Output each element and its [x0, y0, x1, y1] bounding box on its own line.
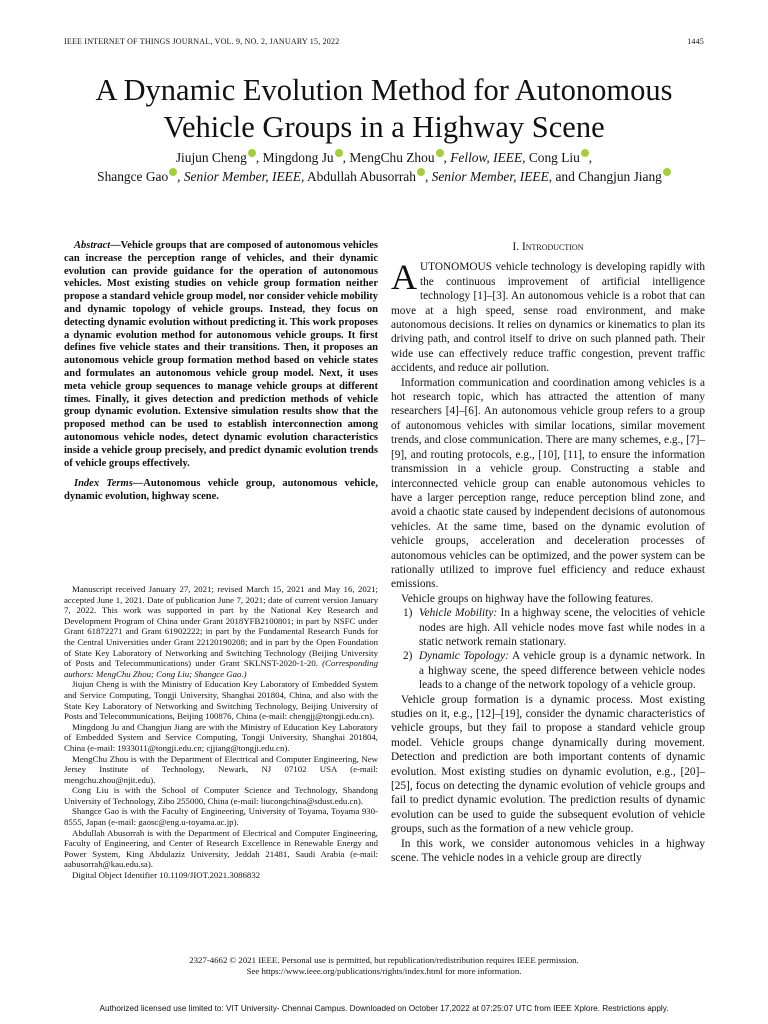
drop-cap: A	[391, 257, 417, 298]
index-terms	[64, 478, 378, 504]
journal-info: IEEE INTERNET OF THINGS JOURNAL, VOL. 9, NO. 2, JANUARY 15, 2022	[64, 37, 340, 46]
author-list	[40, 148, 728, 186]
left-column	[64, 240, 378, 504]
download-notice: Authorized licensed use limited to: VIT University- Chennai Campus. Downloaded on October 17,2022 at 07:25:07 UTC from IEEE Xplore. Restrictions apply.	[99, 1004, 669, 1013]
intro-paragraph: Information communication and coordination among vehicles is a hot research topic, which has attracted the attention of many researchers [4]–[6]. An autonomous vehicle group refers to a group of autonomous vehicles with similar locations, similar movement trends, and close communication. There are many schemes, e.g., [7]–[9], and routing protocols, e.g., [10], [11], to ensure the information transmission in a vehicle group. Constructing a stable and interconnected vehicle group can enable autonomous vehicles to have a larger perception range, reduce perception blind zone, and avoid a chaotic state caused by independent decisions of autonomous vehicles. At the same time, based on the dynamic evolution of vehicle groups, acceleration and deceleration processes of autonomous vehicles can be optimized, and the power system can be rationally utilized to improve fuel efficiency and reduce exhaust emissions.	[391, 376, 705, 591]
index-terms-label: Index Terms	[74, 478, 133, 490]
author-membership: Senior Member, IEEE	[183, 169, 301, 184]
footnote-affiliation: Mingdong Ju and Changjun Jiang are with the Ministry of Education Key Laboratory of Embedded System and Service Computing, Tongji University, Shanghai 201804, China (e-mail: 1933011@tongji.edu.cn; cjjiang@tongji.edu.cn).	[64, 721, 378, 753]
page-number: 1445	[687, 37, 704, 46]
author-line-2: Shangce Gao , Senior Member, IEEE, Abdullah Abusorrah , Senior Member, IEEE, and Changjun Jiang	[40, 167, 728, 186]
list-item: 1) Vehicle Mobility: In a highway scene, the velocities of vehicle nodes are high. All vehicle nodes move fast while nodes in a static network remain stationary.	[403, 607, 706, 648]
right-column	[391, 240, 705, 865]
author-name: Mingdong Ju	[262, 150, 334, 165]
author-name: Jiujun Cheng	[175, 150, 247, 165]
author-name: Changjun Jiang	[578, 169, 662, 184]
footnote-manuscript: Manuscript received January 27, 2021; revised March 15, 2021 and May 16, 2021; accepted June 1, 2021. Date of publication June 7, 2021; date of current version January 7, 2022. This work was supported in part by the National Key Research and Development Program of China under Grant 2018YFB2100801; in part by NSFC under Grant 61872271 and Grant 61902222; in part by the Fundamental Research Funds for the Central Universities under Grant 22120190208; and in part by the Open Foundation of State Key Laboratory of Networking and Switching Technology (Beijing University of Posts and Telecommunications) under Grant SKLNST-2020-1-20. (Corresponding authors: MengChu Zhou; Cong Liu; Shangce Gao.)	[64, 584, 378, 679]
author-name: Cong Liu	[528, 150, 580, 165]
section-heading-introduction: I. Introduction	[512, 241, 584, 253]
paper-title	[40, 72, 728, 146]
footnote	[64, 584, 378, 881]
orcid-icon[interactable]	[581, 149, 589, 157]
footnote-affiliation: MengChu Zhou is with the Department of Electrical and Computer Engineering, New Jersey Institute of Technology, Newark, NJ 07102 USA (e-mail: mengchu.zhou@njit.edu).	[64, 753, 378, 785]
list-item: 2) Dynamic Topology: A vehicle group is a dynamic network. In a highway scene, the speed difference between vehicle nodes leads to a change of the network topology of a vehicle group.	[403, 650, 705, 692]
intro-paragraph: In this work, we consider autonomous vehicles in a highway scene. The vehicle nodes in a vehicle group are directly	[391, 837, 705, 865]
footnote-affiliation: Shangce Gao is with the Faculty of Engineering, University of Toyama, Toyama 930-8555, Japan (e-mail: gaosc@eng.u-toyama.ac.jp).	[64, 806, 378, 828]
intro-paragraph: AUTONOMOUS vehicle technology is developing rapidly with the continuous improvement of artificial intelligence technology [1]–[3]. An autonomous vehicle is a robot that can move at a high speed, sense road environment, and make autonomous decisions. It relies on dynamics or kinematics to plan its driving path, and control itself to drive on such planned path. Their wide use can effectively reduce traffic congestion, prevent traffic accidents, and reduce air pollution.	[391, 257, 705, 375]
abstract-text: —Vehicle groups that are composed of autonomous vehicles can increase the perception range of vehicles, and their dynamic evolution can provide guidance for the operation of autonomous vehicles. Most existing studies on vehicle group formation neither propose a standard vehicle group model, nor consider vehicle mobility and dynamic topology of vehicle groups. Instead, they focus on detecting dynamic evolution without predicting it. This work proposes a dynamic evolution method for autonomous vehicle groups. It first defines five vehicle states and their transitions. Then, it proposes an autonomous vehicle group formation method based on vehicle states and formulates an autonomous vehicle group model. Next, it uses meta vehicle group sequences to manage vehicle groups at different times. Finally, it gives detection and prediction methods of vehicle group dynamic evolution. Extensive simulation results show that the proposed method can be used to establish interconnection among autonomous vehicle nodes, detect dynamic evolution characteristics inside a vehicle group precisely, and predict dynamic evolution trends of vehicle groups effectively.	[64, 240, 378, 469]
rights-link[interactable]: See https://www.ieee.org/publications/rights/index.html for more information.	[246, 966, 522, 976]
orcid-icon[interactable]	[248, 149, 256, 157]
orcid-icon[interactable]	[436, 149, 444, 157]
footnote-affiliation: Abdullah Abusorrah is with the Department of Electrical and Computer Engineering, Faculty of Engineering, and Center of Research Excellence in Renewable Energy and Power System, King Abdulaziz University, Jeddah 21481, Saudi Arabia (e-mail: aabusorrah@kau.edu.sa).	[64, 827, 378, 870]
title-line-1: A Dynamic Evolution Method for Autonomous	[95, 73, 673, 107]
doi[interactable]: Digital Object Identifier 10.1109/JIOT.2021.3086832	[72, 870, 261, 881]
abstract	[64, 240, 378, 470]
index-terms-text: —Autonomous vehicle group, autonomous vehicle, dynamic evolution, highway scene.	[64, 478, 378, 503]
corresponding-authors: (Corresponding authors: MengChu Zhou; Cong Liu; Shangce Gao.)	[64, 658, 378, 679]
running-header	[64, 37, 704, 46]
title-line-2: Vehicle Groups in a Highway Scene	[163, 110, 605, 144]
intro-paragraph: Vehicle group formation is a dynamic process. Most existing studies on it, e.g., [12]–[19], consider the dynamic characteristics of vehicle groups, but they fail to propose a standard vehicle group model. Vehicle groups change dynamically during movement. Detection and prediction are both important contents of dynamic evolution. Most existing studies on dynamic evolution, e.g., [20]–[25], focus on detecting the dynamic evolution of vehicle groups and fail to predict dynamic evolution. The prediction results of dynamic evolution can be used to guide the subsequent evolution of vehicle groups, such as the formation of a new vehicle group.	[391, 693, 705, 836]
copyright-notice: 2327-4662 © 2021 IEEE. Personal use is permitted, but republication/redistribution requires IEEE permission. See https://www.ieee.org/publications/rights/index.html for more information.	[0, 955, 768, 977]
orcid-icon[interactable]	[417, 168, 425, 176]
footnote-affiliation: Jiujun Cheng is with the Ministry of Education Key Laboratory of Embedded System and Service Computing, Tongji University, Shanghai 201804, China, and also with the State Key Laboratory of Networking and Switching Technology, Beijing University of Posts and Telecommunications, Beijing 100876, China (e-mail: chengjj@tongji.edu.cn).	[64, 679, 378, 722]
intro-paragraph: Vehicle groups on highway have the following features.	[401, 592, 654, 605]
feature-list	[391, 606, 705, 692]
author-name: Abdullah Abusorrah	[306, 169, 416, 184]
abstract-label: Abstract	[74, 240, 111, 251]
orcid-icon[interactable]	[335, 149, 343, 157]
author-membership: Senior Member, IEEE	[431, 169, 549, 184]
author-name: Shangce Gao	[97, 169, 169, 184]
author-membership: Fellow, IEEE	[450, 150, 523, 165]
author-line-1: Jiujun Cheng , Mingdong Ju , MengChu Zhou , Fellow, IEEE, Cong Liu ,	[175, 150, 593, 165]
orcid-icon[interactable]	[663, 168, 671, 176]
orcid-icon[interactable]	[169, 168, 177, 176]
footnote-affiliation: Cong Liu is with the School of Computer Science and Technology, Shandong University of Technology, Zibo 255000, China (e-mail: liucongchina@sdust.edu.cn).	[64, 785, 378, 806]
author-name: MengChu Zhou	[349, 150, 435, 165]
